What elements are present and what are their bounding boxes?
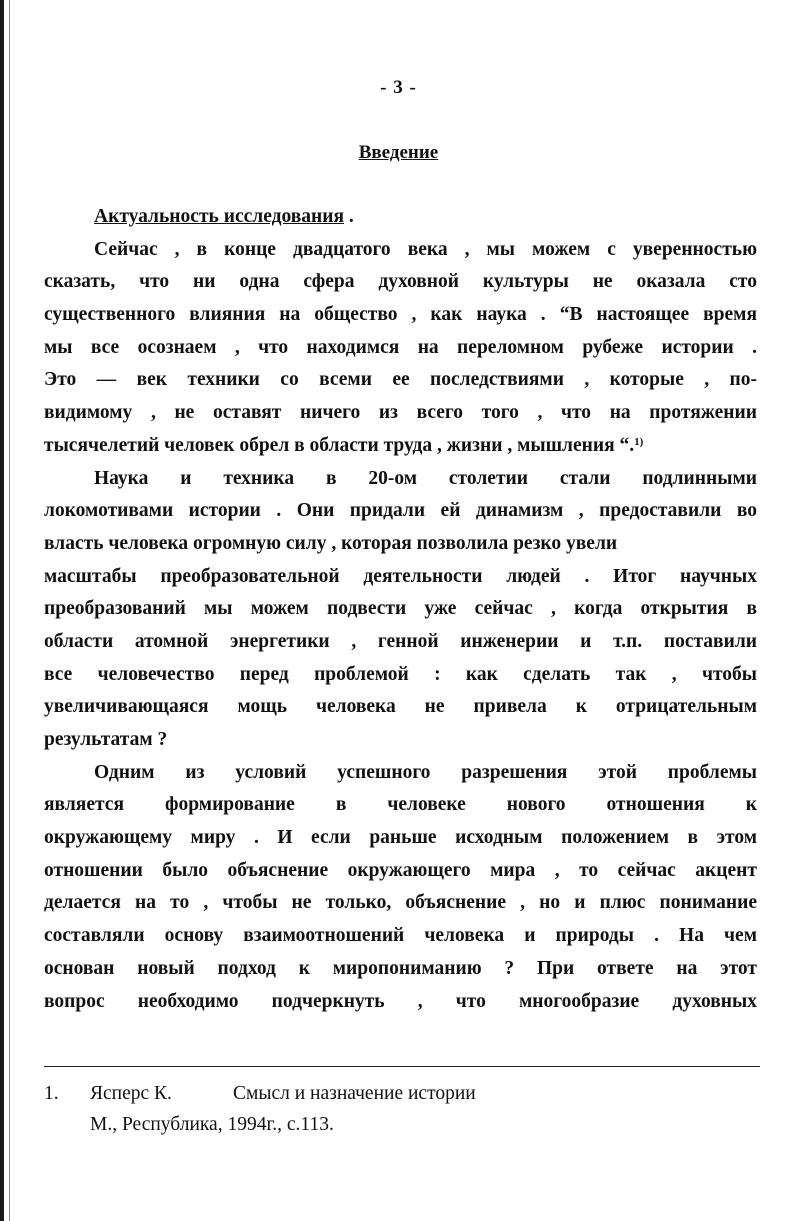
- text-line: области атомной энергетики , генной инженерии и т.п. поставили: [44, 630, 757, 652]
- footnote-title: Смысл и назначение истории: [233, 1083, 476, 1104]
- text-line: Одним из условий успешного разрешения этой проблемы: [94, 761, 757, 783]
- text-line: масштабы преобразовательной деятельности людей . Итог научных: [44, 565, 757, 587]
- text-line: Это — век техники со всеми ее последствиями , которые , по-: [44, 369, 757, 391]
- text-line: отношении было объяснение окружающего мира , то сейчас акцент: [44, 859, 757, 881]
- text-line: видимому , не оставят ничего из всего того , что на протяжении: [44, 402, 757, 424]
- text-line: сказать, что ни одна сфера духовной культуры не оказала сто: [44, 271, 757, 293]
- footnotes: [44, 1078, 757, 1140]
- page-number: - 3 -: [380, 77, 417, 98]
- text-line: увеличивающаяся мощь человека не привела к отрицательным: [44, 696, 757, 718]
- section-subtitle: [44, 201, 757, 234]
- body-text: [44, 201, 757, 1018]
- text-line: преобразований мы можем подвести уже сейчас , когда открытия в: [44, 598, 757, 620]
- text-line: результатам ?: [44, 729, 168, 750]
- text-line: [44, 430, 757, 463]
- text-line: мы все осознаем , что находимся на переломном рубеже истории .: [44, 336, 757, 358]
- text-line: Наука и техника в 20-ом столетии стали подлинными: [94, 467, 757, 489]
- page-heading: Введение: [358, 142, 439, 163]
- text-line: окружающему миру . И если раньше исходным положением в этом: [44, 827, 757, 849]
- text-line: основан новый подход к миропониманию ? При ответе на этот: [44, 957, 757, 979]
- text-line: является формирование в человеке нового отношения к: [44, 794, 757, 816]
- text-line: власть человека огромную силу , которая позволила резко увели: [44, 532, 618, 554]
- text-line-content: тысячелетий человек обрел в области труда , жизни , мышления “.: [44, 434, 635, 456]
- text-line: Сейчас , в конце двадцатого века , мы можем с уверенностью: [94, 238, 757, 260]
- footnote-reference: 1): [634, 435, 644, 448]
- footnote-divider: [44, 1066, 760, 1067]
- text-line: составляли основу взаимоотношений человека и природы . На чем: [44, 925, 757, 947]
- section-subtitle-tail: .: [344, 206, 354, 227]
- binding-edge-shadow: [9, 0, 10, 1221]
- footnote-number: 1.: [44, 1083, 59, 1104]
- binding-edge: [0, 0, 4, 1221]
- text-line: локомотивами истории . Они придали ей динамизм , предоставили во: [44, 500, 757, 522]
- footnote-publication: М., Республика, 1994г., с.113.: [90, 1114, 334, 1135]
- text-line: вопрос необходимо подчеркнуть , что многообразие духовных: [44, 990, 757, 1012]
- text-line: существенного влияния на общество , как наука . “В настоящее время: [44, 304, 757, 326]
- text-line: все человечество перед проблемой : как сделать так , чтобы: [44, 663, 757, 685]
- text-line: делается на то , чтобы не только, объяснение , но и плюс понимание: [44, 892, 757, 914]
- footnote-item: [44, 1078, 757, 1109]
- section-subtitle-text: Актуальность исследования: [94, 206, 345, 227]
- footnote-author: Ясперс К.: [90, 1083, 172, 1104]
